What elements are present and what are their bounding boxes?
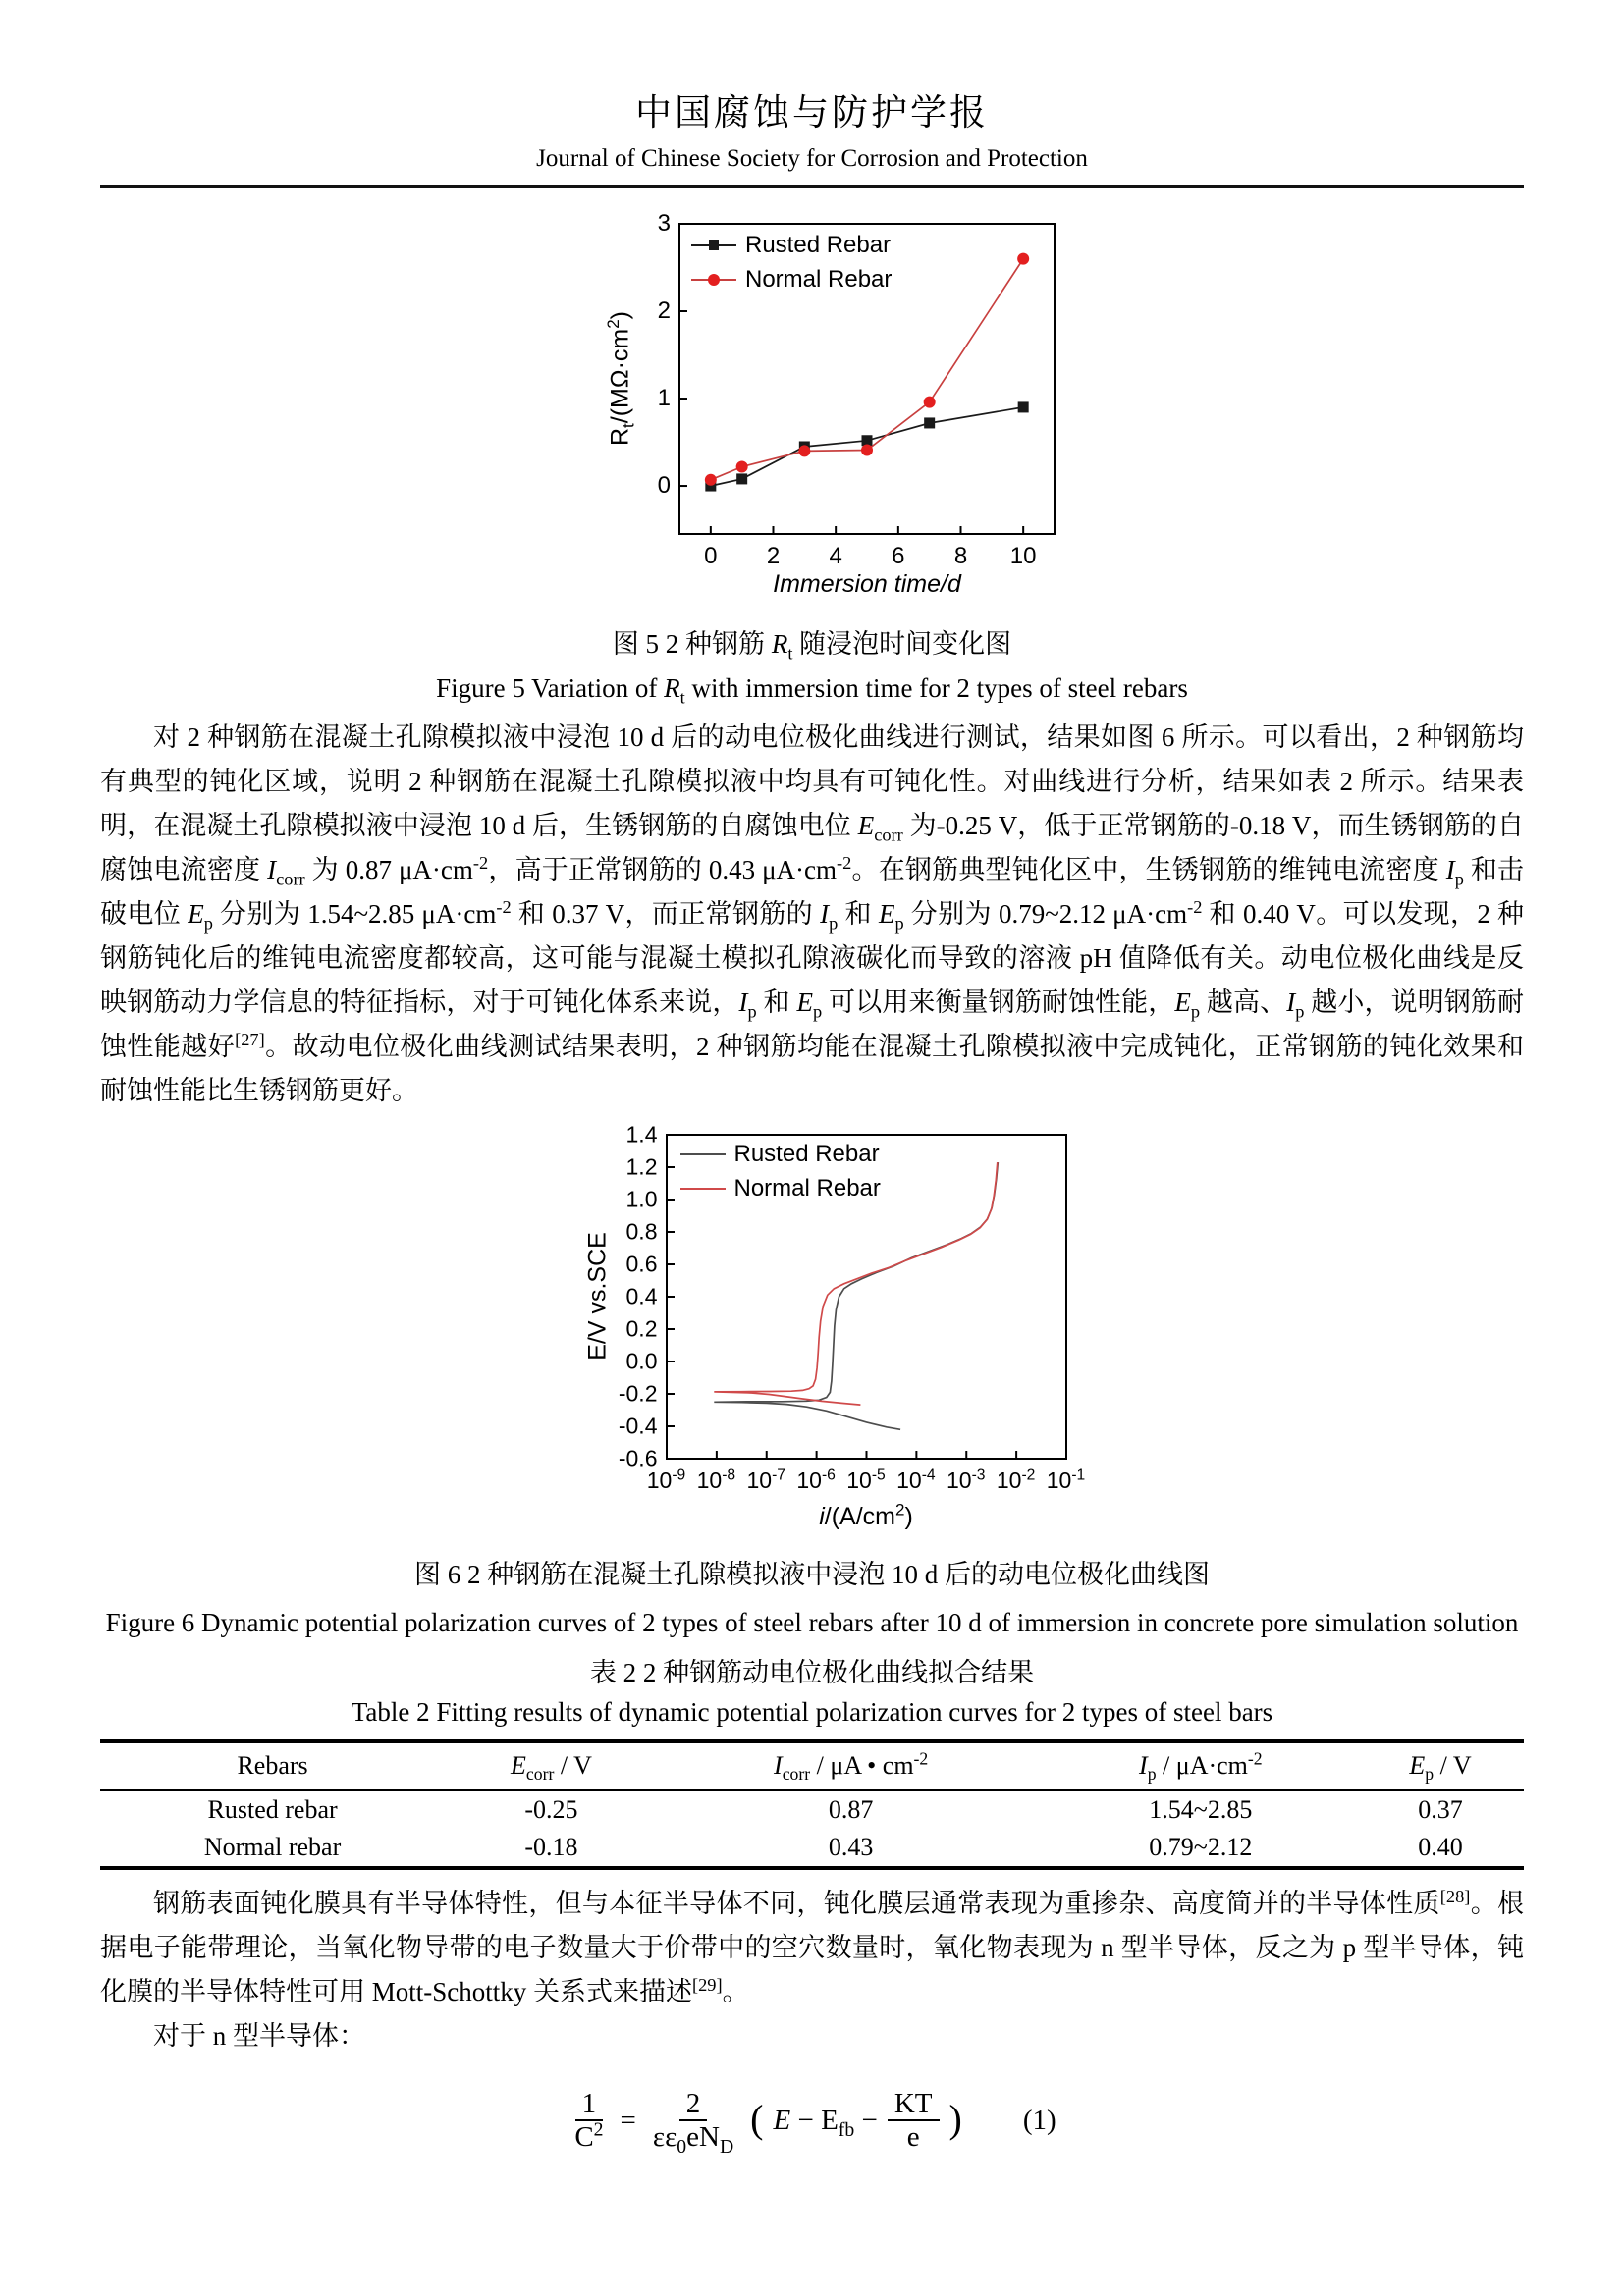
normal-rebar-legend-label: Normal Rebar xyxy=(745,266,893,293)
table2-cell: -0.18 xyxy=(524,1833,578,1861)
rusted-rebar-marker xyxy=(924,417,935,428)
table2-header-cell: Rebars xyxy=(237,1751,308,1780)
y-tick-label: 0.8 xyxy=(625,1218,658,1245)
table2-header-cell: $I_{corr}$ / μA • $cm^{-2}$ xyxy=(774,1748,929,1785)
equation-rhs-denominator: $\varepsilon\varepsilon_0eN_D$ xyxy=(652,2121,734,2159)
equation-open-paren: ( xyxy=(750,2096,764,2141)
y-tick-label: 0.4 xyxy=(625,1283,658,1309)
x-tick-label: $10^{-8}$ xyxy=(696,1467,736,1493)
rusted-rebar-legend-label: Rusted Rebar xyxy=(745,232,892,258)
y-tick-label: 1.0 xyxy=(625,1186,658,1212)
legend xyxy=(691,232,892,294)
normal-rebar-legend-swatch xyxy=(691,274,736,287)
x-axis-label: $i/(A/cm^2)$ xyxy=(819,1500,913,1530)
figure6-block xyxy=(100,1113,1524,1535)
equation-kt-denominator: e xyxy=(906,2121,920,2154)
equation-1 xyxy=(100,2088,1524,2159)
equation-close-paren: ) xyxy=(948,2096,962,2141)
y-tick-label: 2 xyxy=(657,297,671,324)
table2-cell: 0.43 xyxy=(828,1833,874,1861)
table2-head xyxy=(100,1741,1524,1790)
equation-lhs-numerator: 1 xyxy=(575,2088,604,2121)
x-tick-label: 2 xyxy=(766,543,781,569)
figure5-caption-en: Figure 5 Variation of $R_t$ with immersion time for 2 types of steel rebars xyxy=(436,673,1188,708)
table2-cell: Normal rebar xyxy=(203,1833,342,1861)
equation-kt-numerator: KT xyxy=(888,2088,940,2121)
figure5-chart xyxy=(604,210,1068,603)
x-tick-label: 0 xyxy=(704,543,718,569)
table2-cell: 0.87 xyxy=(828,1795,874,1824)
table2-row xyxy=(100,1829,1524,1868)
paragraph-polarization-analysis: 对 2 种钢筋在混凝土孔隙模拟液中浸泡 10 d 后的动电位极化曲线进行测试，结果如图 6 所示。可以看出，2 种钢筋均有典型的钝化区域，说明 2 种钢筋在混凝土孔隙模拟液中均具有可钝化性。对曲线进行分析，结果如表 2 所示。结果表明，在混凝土孔隙模拟液中浸泡 10 d 后，生锈钢筋的自腐蚀电位 $E_{corr}$ 为-0.25 V，低于正常钢筋的-0.18 V，而生锈钢筋的自腐蚀电流密度 $I_{corr}$ 为 0.87 $\mu A\cdot cm^{-2}$，高于正常钢筋的 0.43 $\mu A\cdot cm^{-2}$。在钢筋典型钝化区中，生锈钢筋的维钝电流密度 $I_p$ 和击破电位 $E_p$ 分别为 1.54~2.85 $\mu A\cdot cm^{-2}$ 和 0.37 V，而正常钢筋的 $I_p$ 和 $E_p$ 分别为 0.79~2.12 $\mu A\cdot cm^{-2}$ 和 0.40 V。可以发现，2 种钢筋钝化后的维钝电流密度都较高，这可能与混凝土模拟孔隙液碳化而导致的溶液 pH 值降低有关。动电位极化曲线是反映钢筋动力学信息的特征指标，对于可钝化体系来说，$I_p$ 和 $E_p$ 可以用来衡量钢筋耐蚀性能，$E_p$ 越高、$I_p$ 越小，说明钢筋耐蚀性能越好[27]。故动电位极化曲线测试结果表明，2 种钢筋均能在混凝土孔隙模拟液中完成钝化，正常钢筋的钝化效果和耐蚀性能比生锈钢筋更好。 xyxy=(100,722,1525,1105)
rusted-rebar-legend-marker xyxy=(709,240,719,250)
legend-item-normal-rebar xyxy=(680,1175,881,1202)
equation-rhs-numerator: 2 xyxy=(679,2088,708,2121)
rusted-rebar-legend-swatch xyxy=(680,1148,726,1161)
paragraph-n-type-lead: 对于 n 型半导体： xyxy=(153,2021,365,2051)
paragraph-semiconductor: 钢筋表面钝化膜具有半导体特性，但与本征半导体不同，钝化膜层通常表现为重掺杂、高度简并的半导体性质[28]。根据电子能带理论，当氧化物导带的电子数量大于价带中的空穴数量时，氧化物表现为 n 型半导体，反之为 p 型半导体，钝化膜的半导体特性可用 Mott-Schottky 关系式来描述[29]。 xyxy=(100,1887,1525,2006)
table2-cell: 1.54~2.85 xyxy=(1149,1795,1253,1824)
rusted-rebar-legend-swatch xyxy=(691,240,736,252)
x-tick-label: $10^{-6}$ xyxy=(796,1467,836,1493)
normal-rebar-marker xyxy=(1017,253,1029,265)
equation-body xyxy=(568,2088,962,2159)
equation-number: (1) xyxy=(1022,2104,1056,2136)
figure6-chart xyxy=(583,1121,1086,1535)
y-tick-label: -0.2 xyxy=(618,1380,658,1407)
legend-item-rusted-rebar xyxy=(691,232,892,259)
equation-lhs-fraction xyxy=(568,2088,610,2154)
normal-rebar-legend-label: Normal Rebar xyxy=(733,1175,881,1201)
equation-lhs-denominator: $C^2$ xyxy=(574,2118,604,2154)
table2-header-row xyxy=(100,1741,1524,1790)
x-tick-label: $10^{-2}$ xyxy=(996,1467,1036,1493)
table2-caption-cn: 表 2 2 种钢筋动电位极化曲线拟合结果 xyxy=(589,1658,1035,1687)
table2-row xyxy=(100,1790,1524,1830)
y-tick-label: 0.6 xyxy=(625,1251,658,1277)
rusted-rebar-legend-line xyxy=(680,1153,726,1155)
equation-inner-terms: $E - E_{fb}$ − xyxy=(773,2104,878,2141)
table2-header-cell: $I_p / \mu A\cdot cm^{-2}$ xyxy=(1139,1748,1263,1785)
journal-title-cn: 中国腐蚀与防护学报 xyxy=(635,93,989,133)
x-tick-label: $10^{-7}$ xyxy=(746,1467,785,1493)
equation-rhs-fraction xyxy=(646,2088,740,2159)
x-tick-label: 6 xyxy=(892,543,905,569)
normal-rebar-legend-line xyxy=(680,1188,726,1190)
equation-equals: = xyxy=(620,2104,636,2136)
table2-caption-en: Table 2 Fitting results of dynamic potential polarization curves for 2 types of steel bars xyxy=(351,1697,1273,1727)
normal-rebar-marker xyxy=(861,445,873,456)
legend-item-rusted-rebar xyxy=(680,1141,881,1168)
x-tick-label: 4 xyxy=(829,543,842,569)
x-tick-label: $10^{-3}$ xyxy=(947,1467,986,1493)
table2-cell: 0.40 xyxy=(1418,1833,1463,1861)
normal-rebar-marker xyxy=(924,397,936,408)
figure5-caption-cn: 图 5 2 种钢筋 $R_t$ 随浸泡时间变化图 xyxy=(612,629,1012,664)
journal-title-en: Journal of Chinese Society for Corrosion and Protection xyxy=(536,145,1088,172)
y-axis-label: $R_t/(M\Omega\cdot cm^2)$ xyxy=(604,310,638,447)
table2-cell: Rusted rebar xyxy=(207,1795,338,1824)
rusted-rebar-marker xyxy=(736,473,747,484)
legend xyxy=(680,1141,881,1202)
rusted-rebar-legend-label: Rusted Rebar xyxy=(733,1141,880,1167)
y-tick-label: 1.2 xyxy=(625,1153,658,1180)
table2-header-cell: $E_p$ / V xyxy=(1409,1751,1472,1785)
y-tick-label: 0 xyxy=(657,472,671,500)
figure6-caption-en: Figure 6 Dynamic potential polarization curves of 2 types of steel rebars after 10 d of immersion in concrete pore simulation solution xyxy=(105,1608,1519,1637)
y-tick-label: 1.4 xyxy=(625,1121,658,1148)
table2-header-cell: $E_{corr}$ / V xyxy=(511,1751,592,1785)
y-tick-label: 3 xyxy=(657,210,671,237)
y-tick-label: -0.6 xyxy=(618,1445,658,1471)
equation-kt-fraction xyxy=(888,2088,940,2154)
x-tick-label: 8 xyxy=(953,543,968,569)
x-axis-label: Immersion time/d xyxy=(773,570,961,598)
table2-cell: 0.79~2.12 xyxy=(1149,1833,1253,1861)
normal-rebar-marker xyxy=(736,460,748,472)
x-tick-label: $10^{-1}$ xyxy=(1046,1467,1086,1493)
table2-body xyxy=(100,1790,1524,1869)
y-tick-label: 0.0 xyxy=(625,1348,658,1374)
table2-cell: 0.37 xyxy=(1418,1795,1463,1824)
figure6-caption-cn: 图 6 2 种钢筋在混凝土孔隙模拟液中浸泡 10 d 后的动电位极化曲线图 xyxy=(414,1560,1210,1589)
x-tick-label: $10^{-4}$ xyxy=(896,1467,936,1493)
normal-rebar-marker xyxy=(705,474,717,486)
table2-cell: -0.25 xyxy=(524,1795,578,1824)
y-tick-label: 0.2 xyxy=(625,1315,658,1342)
y-tick-label: 1 xyxy=(657,385,671,412)
table2 xyxy=(100,1739,1524,1870)
rusted-rebar-marker xyxy=(1018,401,1029,412)
normal-rebar-legend-marker xyxy=(708,274,720,286)
x-tick-label: 10 xyxy=(1009,543,1037,569)
normal-rebar-marker xyxy=(798,445,810,456)
y-axis-label: E/V vs.SCE xyxy=(583,1232,611,1361)
figure5-block xyxy=(100,188,1524,603)
legend-item-normal-rebar xyxy=(691,266,892,294)
x-tick-label: $10^{-9}$ xyxy=(646,1467,686,1493)
y-tick-label: -0.4 xyxy=(618,1413,658,1439)
x-tick-label: $10^{-5}$ xyxy=(846,1467,886,1493)
normal-rebar-legend-swatch xyxy=(680,1183,726,1196)
